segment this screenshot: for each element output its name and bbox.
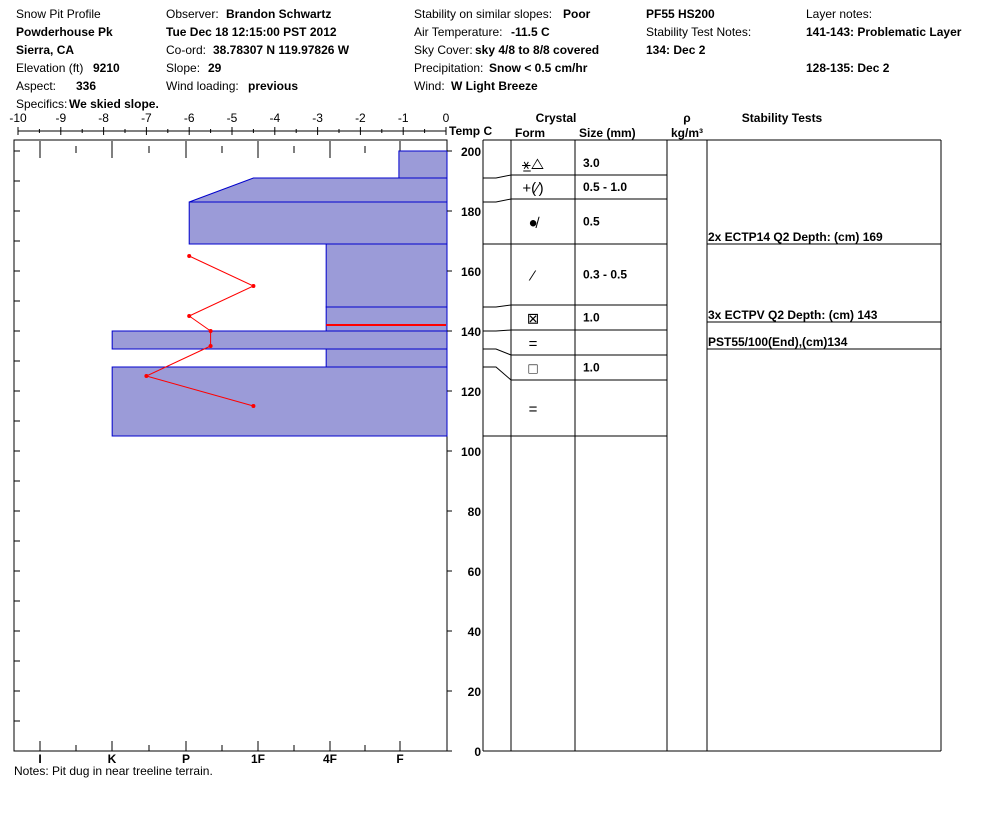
crystal-form-symbol: □ bbox=[528, 360, 538, 378]
crystal-form-symbol: ⚹̲△ bbox=[521, 156, 545, 173]
hardness-layer bbox=[189, 202, 447, 244]
temp-tick-label: -2 bbox=[355, 111, 366, 125]
specifics-label: Specifics: bbox=[16, 97, 68, 111]
hardness-layer bbox=[112, 367, 447, 436]
location-name: Powderhouse Pk bbox=[16, 25, 113, 39]
temperature-point bbox=[209, 329, 213, 333]
stability-test-label: 2x ECTP14 Q2 Depth: (cm) 169 bbox=[708, 230, 883, 244]
layer-connector bbox=[483, 175, 511, 178]
hardness-tick-label: I bbox=[38, 752, 42, 766]
elevation-value: 9210 bbox=[93, 61, 120, 75]
layer-note-1: 141-143: Problematic Layer bbox=[806, 25, 962, 39]
observer-value: Brandon Schwartz bbox=[226, 7, 332, 21]
hardness-tick-label: P bbox=[181, 752, 191, 766]
aspect-label: Aspect: bbox=[16, 79, 57, 93]
crystal-size: 0.3 - 0.5 bbox=[583, 267, 628, 282]
temperature-point bbox=[187, 254, 191, 258]
crystal-form-symbol: ●̸ bbox=[528, 214, 538, 232]
layer-connector bbox=[483, 349, 511, 355]
height-tick-label: 60 bbox=[467, 565, 481, 579]
notes: Notes: Pit dug in near treeline terrain. bbox=[14, 764, 213, 778]
crystal-form-symbol: +(⁄) bbox=[522, 180, 544, 197]
temperature-point bbox=[144, 374, 148, 378]
observation-datetime: Tue Dec 18 12:15:00 PST 2012 bbox=[166, 25, 337, 39]
slope-label: Slope: bbox=[166, 61, 201, 75]
hardness-layer bbox=[112, 331, 447, 349]
crystal-form-symbol: = bbox=[528, 401, 538, 418]
air-temp-label: Air Temperature: bbox=[414, 25, 503, 39]
height-tick-label: 180 bbox=[460, 205, 481, 219]
hardness-layer bbox=[189, 178, 447, 202]
wind-loading-value: previous bbox=[248, 79, 299, 93]
stability-test-label: 3x ECTPV Q2 Depth: (cm) 143 bbox=[708, 308, 878, 322]
hardness-layer bbox=[399, 151, 447, 178]
precip-label: Precipitation: bbox=[414, 61, 484, 75]
height-tick-label: 120 bbox=[460, 385, 481, 399]
density-header: kg/m³ bbox=[670, 126, 704, 140]
slope-value: 29 bbox=[208, 61, 222, 75]
crystal-form-symbol: ⊠ bbox=[526, 310, 540, 328]
hardness-layer bbox=[326, 349, 447, 367]
air-temp-value: -11.5 C bbox=[511, 25, 550, 39]
region-name: Sierra, CA bbox=[16, 43, 75, 57]
temp-tick-label: -7 bbox=[141, 111, 152, 125]
elevation-label: Elevation (ft) bbox=[16, 61, 84, 75]
crystal-size: 3.0 bbox=[583, 156, 600, 170]
height-tick-label: 200 bbox=[460, 145, 481, 159]
layer-connector bbox=[483, 305, 511, 307]
height-tick-label: 100 bbox=[460, 445, 481, 459]
stability-value: Poor bbox=[563, 7, 591, 21]
layer-notes-label: Layer notes: bbox=[806, 7, 873, 21]
stability-test-label: PST55/100(End),(cm)134 bbox=[708, 335, 848, 349]
sky-cover-label: Sky Cover: bbox=[414, 43, 473, 57]
hardness-tick-label: F bbox=[396, 752, 404, 766]
precip-value: Snow < 0.5 cm/hr bbox=[489, 61, 588, 75]
height-tick-label: 160 bbox=[460, 265, 481, 279]
height-tick-label: 80 bbox=[467, 505, 481, 519]
stability-label: Stability on similar slopes: bbox=[414, 7, 553, 21]
temp-tick-label: -5 bbox=[226, 111, 238, 125]
specifics-value: We skied slope. bbox=[69, 97, 159, 111]
hardness-tick-label: K bbox=[107, 752, 117, 766]
temperature-point bbox=[251, 284, 255, 288]
crystal-size: 1.0 bbox=[583, 310, 600, 325]
temperature-point bbox=[187, 314, 191, 318]
wind-loading-label: Wind loading: bbox=[166, 79, 239, 93]
profile-title: Snow Pit Profile bbox=[16, 7, 101, 21]
aspect-value: 336 bbox=[76, 79, 97, 93]
temperature-point bbox=[209, 344, 213, 348]
wind-value: W Light Breeze bbox=[451, 79, 538, 93]
crystal-form-symbol: ⁄ bbox=[531, 267, 535, 285]
crystal-size: 0.5 - 1.0 bbox=[583, 180, 628, 194]
crystal-header: Crystal bbox=[535, 111, 577, 125]
coord-value: 38.78307 N 119.97826 W bbox=[213, 43, 350, 57]
crystal-size: 0.5 bbox=[583, 214, 600, 229]
temp-tick-label: 0 bbox=[442, 111, 450, 125]
hardness-tick-label: 1F bbox=[250, 752, 266, 766]
crystal-size: 1.0 bbox=[583, 360, 600, 375]
observer-label: Observer: bbox=[166, 7, 219, 21]
temp-tick-label: -9 bbox=[55, 111, 67, 125]
size-header: Size (mm) bbox=[579, 126, 636, 140]
stability-notes-value: 134: Dec 2 bbox=[646, 43, 706, 57]
crystal-form-symbol: = bbox=[528, 335, 538, 353]
hardness-layer bbox=[326, 307, 447, 331]
height-tick-label: 140 bbox=[460, 325, 481, 339]
height-tick-label: 20 bbox=[467, 685, 481, 699]
stability-notes-label: Stability Test Notes: bbox=[646, 25, 752, 39]
temperature-point bbox=[251, 404, 255, 408]
temp-tick-label: -3 bbox=[312, 111, 323, 125]
coord-label: Co-ord: bbox=[166, 43, 207, 57]
layer-note-2: 128-135: Dec 2 bbox=[806, 61, 890, 75]
rho-header: ρ bbox=[683, 111, 691, 125]
height-tick-label: 40 bbox=[467, 625, 481, 639]
layer-connector bbox=[483, 367, 511, 380]
hardness-layer bbox=[326, 244, 447, 307]
temp-tick-label: -8 bbox=[98, 111, 109, 125]
form-header: Form bbox=[515, 126, 545, 140]
temp-tick-label: -10 bbox=[9, 111, 27, 125]
height-tick-label: 0 bbox=[474, 745, 481, 759]
temp-tick-label: -6 bbox=[183, 111, 195, 125]
stability-header: Stability Tests bbox=[741, 111, 823, 125]
temp-axis-title: Temp C bbox=[449, 124, 493, 138]
hardness-tick-label: 4F bbox=[322, 752, 338, 766]
temp-tick-label: -4 bbox=[269, 111, 281, 125]
pf-hs: PF55 HS200 bbox=[646, 7, 715, 21]
wind-label: Wind: bbox=[414, 79, 445, 93]
layer-connector bbox=[483, 330, 511, 331]
temp-tick-label: -1 bbox=[397, 111, 409, 125]
layer-connector bbox=[483, 199, 511, 202]
sky-cover-value: sky 4/8 to 8/8 covered bbox=[475, 43, 600, 57]
